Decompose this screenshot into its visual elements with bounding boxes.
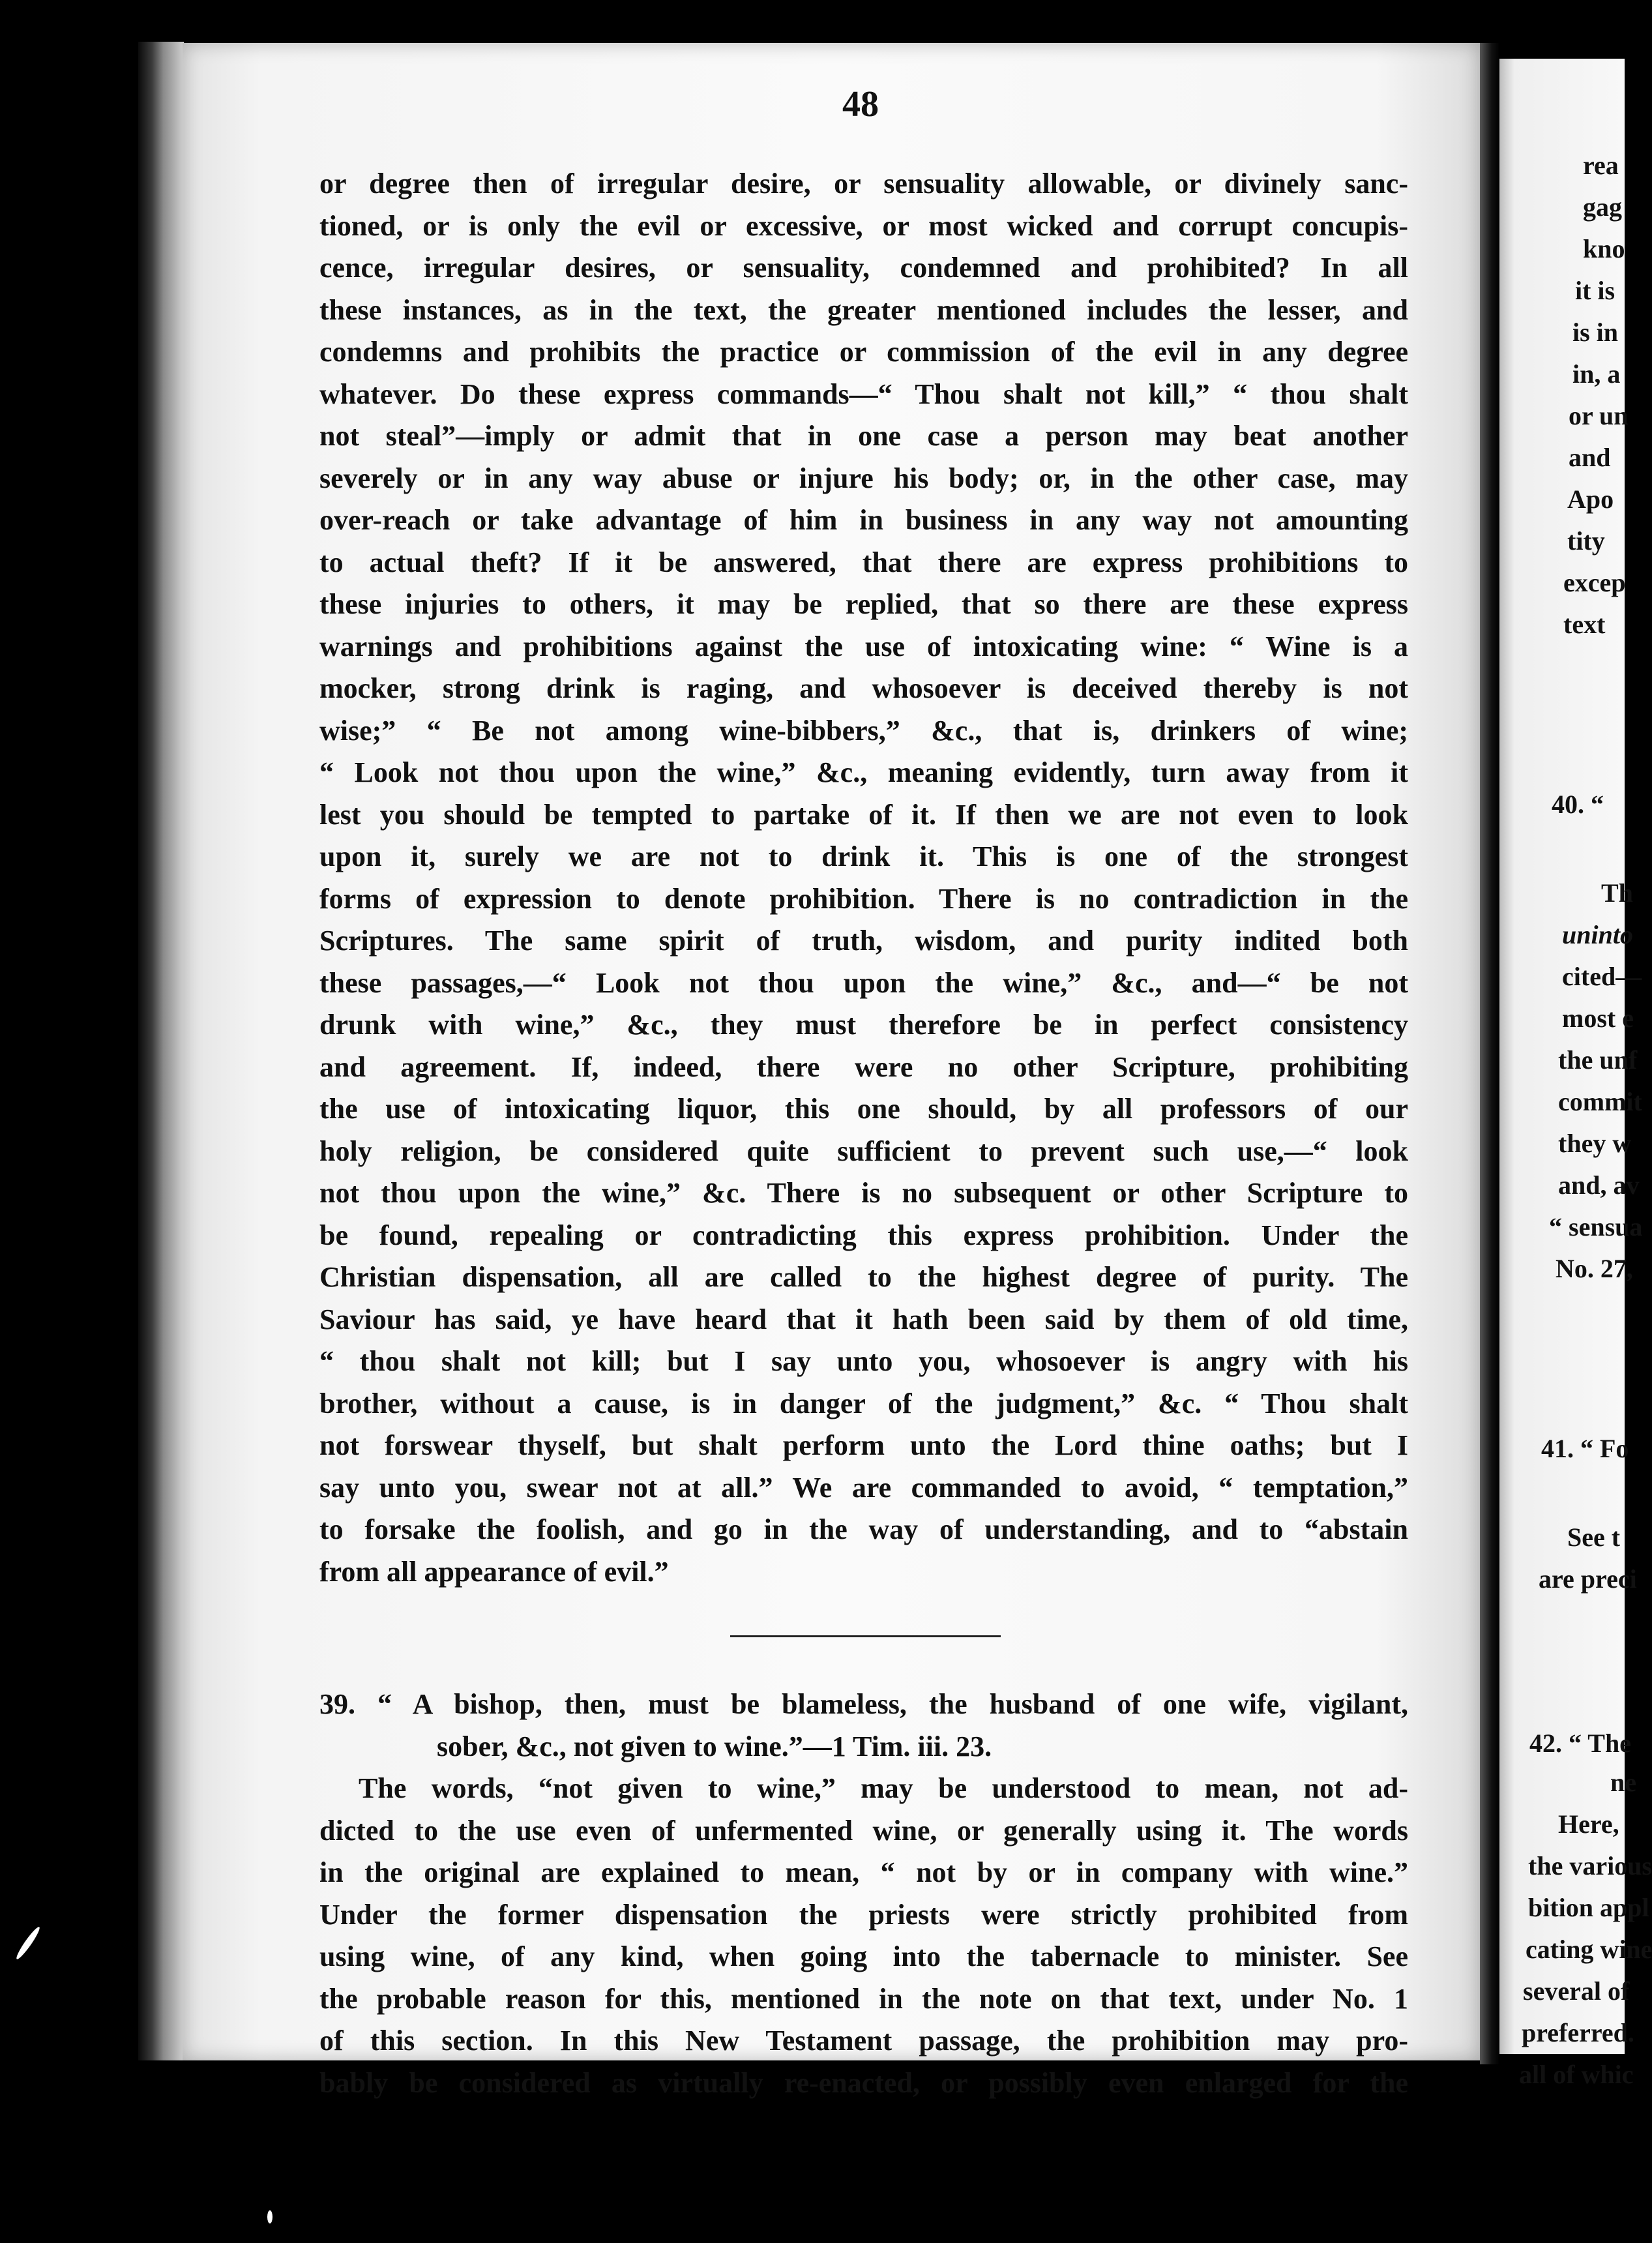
- page-gutter: [1480, 43, 1499, 2064]
- text-line: condemns and prohibits the practice or commission of the evil in any degree: [319, 336, 1408, 368]
- fragment-text: preferred.: [1522, 2018, 1634, 2047]
- text-line: to forsake the foolish, and go in the way of understanding, and to “abstain: [319, 1513, 1408, 1545]
- fragment-text: No. 27,: [1556, 1254, 1633, 1283]
- text-line: Christian dispensation, all are called to the highest degree of purity. The: [319, 1261, 1408, 1293]
- text-line: of this section. In this New Testament passage, the prohibition may pro-: [319, 2025, 1408, 2057]
- fragment-text: Here,: [1558, 1809, 1619, 1839]
- text-line: be found, repealing or contradicting this express prohibition. Under the: [319, 1219, 1408, 1251]
- text-line: these instances, as in the text, the greater mentioned includes the lesser, and: [319, 293, 1408, 326]
- text-line: Scriptures. The same spirit of truth, wisdom, and purity indited both: [319, 925, 1408, 957]
- text-line: wise;” “ Be not among wine-bibbers,” &c., that is, drinkers of wine;: [319, 714, 1408, 747]
- fragment-text: See t: [1567, 1523, 1621, 1552]
- text-line: severely or in any way abuse or injure his body; or, in the other case, may: [319, 462, 1408, 494]
- text-line: mocker, strong drink is raging, and whosoever is deceived thereby is not: [319, 672, 1408, 704]
- fragment-text: gag: [1583, 192, 1622, 222]
- fragment-text: rea: [1583, 151, 1619, 180]
- text-line: not thou upon the wine,” &c. There is no subsequent or other Scripture to: [319, 1177, 1408, 1209]
- text-line: dicted to the use even of unfermented wine, or generally using it. The words: [319, 1814, 1408, 1847]
- fragment-text: and: [1569, 443, 1611, 472]
- section-heading-continued: sober, &c., not given to wine.”—1 Tim. iii. 23.: [437, 1730, 992, 1762]
- fragment-text: tity: [1567, 526, 1605, 556]
- text-line: lest you should be tempted to partake of it. If then we are not even to look: [319, 798, 1408, 831]
- fragment-text: cited—: [1562, 962, 1642, 991]
- text-line: Saviour has said, ye have heard that it hath been said by them of old time,: [319, 1303, 1408, 1335]
- page-number: 48: [842, 84, 879, 125]
- text-line: these passages,—“ Look not thou upon the wine,” &c., and—“ be not: [319, 966, 1408, 999]
- text-line: from all appearance of evil.”: [319, 1555, 669, 1588]
- fragment-text: the unf: [1558, 1045, 1638, 1075]
- text-line: using wine, of any kind, when going into the tabernacle to minister. See: [319, 1940, 1408, 1972]
- section-39: [319, 1684, 1408, 2104]
- fragment-text: commit: [1558, 1087, 1642, 1116]
- fragment-text: ne: [1610, 1768, 1636, 1797]
- text-line: these injuries to others, it may be replied, that so there are these express: [319, 588, 1408, 620]
- fragment-text: and, av: [1558, 1170, 1640, 1200]
- text-line: The words, “not given to wine,” may be understood to mean, not ad-: [359, 1772, 1408, 1804]
- fragment-text: or un: [1569, 401, 1629, 430]
- right-page-fragment: [1499, 59, 1652, 2089]
- fragment-text: the various: [1528, 1851, 1652, 1880]
- fragment-text: kno: [1583, 234, 1625, 263]
- text-line: over-reach or take advantage of him in business in any way not amounting: [319, 504, 1408, 536]
- book-spine: [138, 42, 184, 2060]
- fragment-text: Apo: [1567, 484, 1614, 514]
- fragment-text: excep: [1563, 568, 1626, 597]
- fragment-text: bition appl: [1528, 1893, 1649, 1922]
- text-line: bably be considered as virtually re-enacted, or possibly even enlarged for the: [319, 2066, 1408, 2099]
- fragment-text: is in: [1572, 318, 1619, 347]
- text-line: in the original are explained to mean, “ not by or in company with wine.”: [319, 1856, 1408, 1888]
- fragment-text: Th: [1601, 878, 1633, 908]
- text-line: not steal”—imply or admit that in one case a person may beat another: [319, 420, 1408, 452]
- fragment-text: 42. “ The: [1529, 1729, 1631, 1758]
- fragment-text: in, a: [1572, 359, 1621, 389]
- fragment-text: they w: [1558, 1129, 1632, 1158]
- section-divider: [730, 1635, 1001, 1637]
- text-line: cence, irregular desires, or sensuality, condemned and prohibited? In all: [319, 252, 1408, 284]
- fragment-text: all of whic: [1519, 2060, 1634, 2089]
- fragment-text: text: [1563, 610, 1606, 639]
- text-line: the probable reason for this, mentioned in the note on that text, under No. 1: [319, 1982, 1408, 2015]
- text-line: warnings and prohibitions against the use of intoxicating wine: “ Wine is a: [319, 630, 1408, 662]
- film-speck: [14, 1925, 42, 1961]
- text-line: the use of intoxicating liquor, this one should, by all professors of our: [319, 1093, 1408, 1125]
- fragment-text: most e: [1562, 1003, 1634, 1033]
- fragment-text: uninto: [1562, 920, 1633, 949]
- fragment-text: are preci: [1539, 1564, 1637, 1594]
- text-line: and agreement. If, indeed, there were no other Scripture, prohibiting: [319, 1050, 1408, 1083]
- text-line: or degree then of irregular desire, or sensuality allowable, or divinely sanc-: [319, 168, 1408, 200]
- text-line: holy religion, be considered quite sufficient to prevent such use,—“ look: [319, 1135, 1408, 1167]
- text-line: upon it, surely we are not to drink it. This is one of the strongest: [319, 840, 1408, 872]
- text-line: “ thou shalt not kill; but I say unto you, whosoever is angry with his: [319, 1345, 1408, 1377]
- fragment-text: cating wine: [1526, 1935, 1652, 1964]
- text-line: drunk with wine,” &c., they must therefore be in perfect consistency: [319, 1009, 1408, 1041]
- fragment-text: 40. “: [1552, 790, 1604, 819]
- text-line: not forswear thyself, but shalt perform unto the Lord thine oaths; but I: [319, 1429, 1408, 1461]
- section-heading: 39. “ A bishop, then, must be blameless, the husband of one wife, vigilant,: [319, 1688, 1408, 1720]
- text-line: tioned, or is only the evil or excessive, or most wicked and corrupt concupis-: [319, 209, 1408, 242]
- text-line: forms of expression to denote prohibition. There is no contradiction in the: [319, 882, 1408, 915]
- main-paragraph: [319, 163, 1408, 1593]
- fragment-text: it is: [1575, 276, 1615, 305]
- fragment-text: several of: [1523, 1976, 1630, 2006]
- text-line: “ Look not thou upon the wine,” &c., meaning evidently, turn away from it: [319, 756, 1408, 788]
- text-line: say unto you, swear not at all.” We are commanded to avoid, “ temptation,”: [319, 1471, 1408, 1504]
- text-line: to actual theft? If it be answered, that there are express prohibitions to: [319, 546, 1408, 578]
- film-speck: [267, 2210, 273, 2223]
- text-line: brother, without a cause, is in danger of the judgment,” &c. “ Thou shalt: [319, 1387, 1408, 1419]
- text-line: whatever. Do these express commands—“ Thou shalt not kill,” “ thou shalt: [319, 378, 1408, 410]
- fragment-text: “ sensua: [1549, 1212, 1643, 1241]
- text-line: Under the former dispensation the priests were strictly prohibited from: [319, 1898, 1408, 1931]
- fragment-text: 41. “ Fo: [1541, 1434, 1629, 1463]
